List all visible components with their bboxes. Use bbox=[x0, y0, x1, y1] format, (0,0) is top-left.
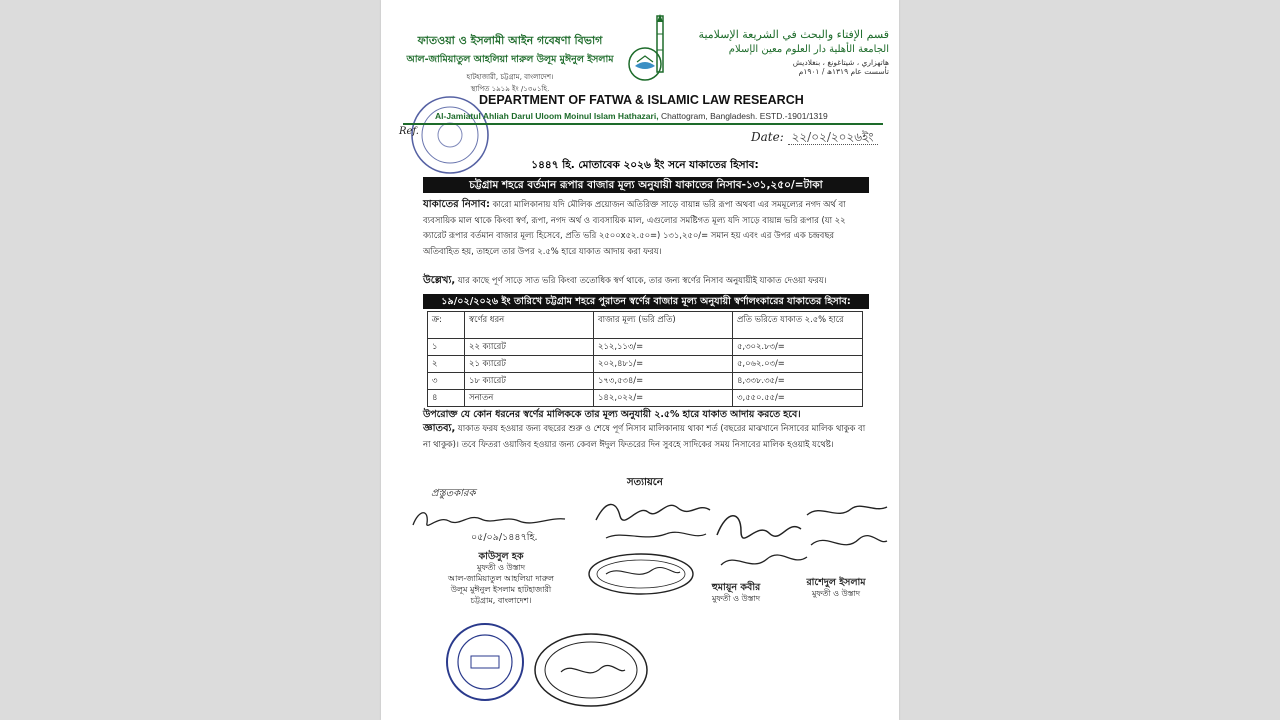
note-label: উল্লেখ্য, bbox=[423, 275, 456, 286]
date-line bbox=[751, 129, 878, 149]
col-serial: ক্র: bbox=[428, 312, 465, 339]
zakat-heading: ১৪৪৭ হি. মোতাবেক ২০২৬ ইং সনে যাকাতের হিসাব: bbox=[531, 159, 759, 171]
col-zakat-per-bhori: প্রতি ভরিতে যাকাত ২.৫% হারে bbox=[733, 312, 863, 339]
gold-zakat-banner: ১৯/০২/২০২৬ ইং তারিখে চট্টগ্রাম শহরে পুরাতন স্বর্ণের বাজার মূল্য অনুযায়ী স্বর্ণালংকারের যাকাতের হিসাব: bbox=[423, 294, 869, 309]
table-cell: ২১ ক্যারেট bbox=[465, 356, 594, 373]
date-label: Date: bbox=[751, 130, 784, 144]
gold-price-table bbox=[427, 311, 863, 407]
arabic-letterhead bbox=[669, 28, 889, 76]
header-divider bbox=[403, 123, 883, 125]
preparer-org-2: উলূম মুঈনুল ইসলাম হাটহাজারী bbox=[450, 585, 552, 594]
table-cell: ৩,৫৫০.৫৫/= bbox=[733, 390, 863, 407]
attested-label: সত্যায়নে bbox=[627, 477, 663, 488]
oval-seal-bottom-icon bbox=[531, 630, 651, 710]
reference-label: Ref. bbox=[399, 126, 419, 137]
bangla-address: হাটহাজারী, চট্টগ্রাম, বাংলাদেশ। bbox=[466, 73, 554, 81]
english-address: Chattogram, Bangladesh. ESTD.-1901/1319 bbox=[660, 111, 828, 121]
table-row bbox=[428, 390, 863, 407]
table-cell: সনাতন bbox=[465, 390, 594, 407]
attester-1-title: মুফতী ও উস্তাদ bbox=[711, 594, 761, 603]
caution-label: জ্ঞাতব্য, bbox=[423, 423, 456, 434]
attester-2-title: মুফতী ও উস্তাদ bbox=[811, 589, 861, 598]
caution-paragraph bbox=[423, 421, 869, 452]
preparer-details bbox=[421, 551, 581, 606]
bangla-established: স্থাপিত ১৯১৯ ইং /১৩০১হি. bbox=[470, 85, 550, 93]
oval-seal-stamp-icon bbox=[586, 552, 696, 596]
note-text: যার কাছে পূর্ণ সাড়ে সাত ভরি কিংবা ততোধিক স্বর্ণ থাকে, তার জন্য স্বর্ণের নিসাব অনুযায়ীই যাকাত দেওয়া ফরয। bbox=[457, 275, 827, 285]
arabic-department-title: قسم الإفتاء والبحث في الشريعة الإسلامية bbox=[698, 28, 889, 41]
attester-2-name: রাশেদুল ইসলাম bbox=[806, 577, 866, 588]
table-cell: ১৪২,০২২/= bbox=[594, 390, 733, 407]
english-institution-name: Al-Jamiatul Ahliah Darul Uloom Moinul Islam Hathazari, bbox=[435, 111, 659, 121]
attester-2-details bbox=[786, 577, 886, 599]
signature-attesters-icon bbox=[711, 495, 891, 585]
table-cell: ১৭৩,৫৩৪/= bbox=[594, 373, 733, 390]
preparer-name: কাউসুল হক bbox=[478, 551, 524, 562]
nisab-banner: চট্টগ্রাম শহরে বর্তমান রূপার বাজার মূল্য অনুযায়ী যাকাতের নিসাব-১৩১,২৫০/=টাকা bbox=[423, 177, 869, 193]
bangla-institution-name: আল-জামিয়াতুল আহলিয়া দারুল উলূম মুঈনুল ইসলাম bbox=[406, 54, 614, 65]
table-cell: ২২ ক্যারেট bbox=[465, 339, 594, 356]
caution-text: যাকাত ফরয হওয়ার জন্য বছরের শুরু ও শেষে পূর্ণ নিসাব মালিকানায় থাকা শর্ত (বছরের মাঝখানে নিসাবের মালিক থাকুক বা না থাকুক)। তবে ফিতরা ওয়াজিব হওয়ার জন্য কেবল ঈদুল ফিতরের দিন সুবহে সাদিকের সময় নিসাবের মালিক হওয়াই যথেষ্ট। bbox=[423, 423, 866, 449]
table-cell: ৫,০৬২.০৩/= bbox=[733, 356, 863, 373]
arabic-address: هاتهزاري ، شيتاغونغ ، بنغلاديش bbox=[792, 58, 889, 67]
table-row bbox=[428, 356, 863, 373]
table-cell: ১৮ ক্যারেট bbox=[465, 373, 594, 390]
table-cell: ৩ bbox=[428, 373, 465, 390]
col-market-price: বাজার মূল্য (ভরি প্রতি) bbox=[594, 312, 733, 339]
table-cell: ৪,৩৩৮.৩৫/= bbox=[733, 373, 863, 390]
bangla-department-title: ফাতওয়া ও ইসলামী আইন গবেষণা বিভাগ bbox=[417, 34, 603, 47]
english-institution-line bbox=[435, 111, 828, 121]
preparer-title: মুফতী ও উস্তাদ bbox=[476, 563, 526, 572]
attester-1-name: হুমায়ূন কবীর bbox=[711, 582, 761, 593]
date-value: ২২/০২/২০২৬ইং bbox=[788, 130, 878, 145]
round-seal-bottom-icon bbox=[443, 620, 527, 704]
attester-1-details bbox=[686, 582, 786, 604]
english-department-title: DEPARTMENT OF FATWA & ISLAMIC LAW RESEARCH bbox=[479, 93, 804, 107]
preparer-org-1: আল-জামিয়াতুল আহলিয়া দারুল bbox=[448, 574, 554, 583]
after-table-note: উপরোক্ত যে কোন ধরনের স্বর্ণের মালিককে তার মূল্য অনুযায়ী ২.৫% হারে যাকাত আদায় করতে হবে। bbox=[423, 409, 801, 420]
signature-arabic-icon bbox=[586, 490, 716, 550]
preparer-org-3: চট্টগ্রাম, বাংলাদেশ। bbox=[470, 596, 532, 605]
nisab-paragraph bbox=[423, 197, 869, 259]
table-cell: ৫,৩০২.৮৩/= bbox=[733, 339, 863, 356]
nisab-text: কারো মালিকানায় যদি মৌলিক প্রয়োজন অতিরিক্ত সাড়ে বায়ান্ন ভরি রূপা অথবা এর সমমূল্যের নগদ অর্থ বা ব্যবসায়িক মাল থাকে কিংবা স্বর্ণ, রূপা, নগদ অর্থ ও ব্যবসায়িক মাল, এগুলোর সমষ্টিগত মূল্য যদি সাড়ে বায়ান্ন ভরি রূপার (যা ২২ ক্যারেট রূপার বর্তমান বাজার মূল্য হিসেবে, প্রতি ভরি ২৫০০x৫২.৫০=) ১৩১,২৫০/= সমান হয় এবং এর উপর এক চন্দ্রবছর অতিবাহিত হয়, তাহলে তার উপর ২.৫% হারে যাকাত আদায় করা ফরয। bbox=[423, 199, 846, 256]
table-cell: ১ bbox=[428, 339, 465, 356]
fatwa-document bbox=[381, 0, 899, 720]
table-row bbox=[428, 339, 863, 356]
table-row bbox=[428, 373, 863, 390]
preparer-date: ০৫/০৯/১৪৪৭হি. bbox=[471, 532, 538, 543]
table-cell: ২ bbox=[428, 356, 465, 373]
bangla-letterhead bbox=[395, 32, 625, 95]
table-cell: ২০২,৪৮১/= bbox=[594, 356, 733, 373]
prepared-by-label: প্রস্তুতকারক bbox=[431, 488, 476, 499]
col-gold-type: স্বর্ণের ধরন bbox=[465, 312, 594, 339]
table-header-row bbox=[428, 312, 863, 339]
arabic-established: تأسست عام ١٣١٩ھ / ١٩٠١م bbox=[798, 67, 889, 76]
note-paragraph bbox=[423, 273, 869, 289]
signature-preparer-icon bbox=[409, 505, 569, 535]
table-cell: ৪ bbox=[428, 390, 465, 407]
table-cell: ২১২,১১৩/= bbox=[594, 339, 733, 356]
nisab-label: যাকাতের নিসাব: bbox=[423, 199, 490, 210]
arabic-institution-name: الجامعة الأهلية دار العلوم معين الإسلام bbox=[728, 44, 889, 55]
